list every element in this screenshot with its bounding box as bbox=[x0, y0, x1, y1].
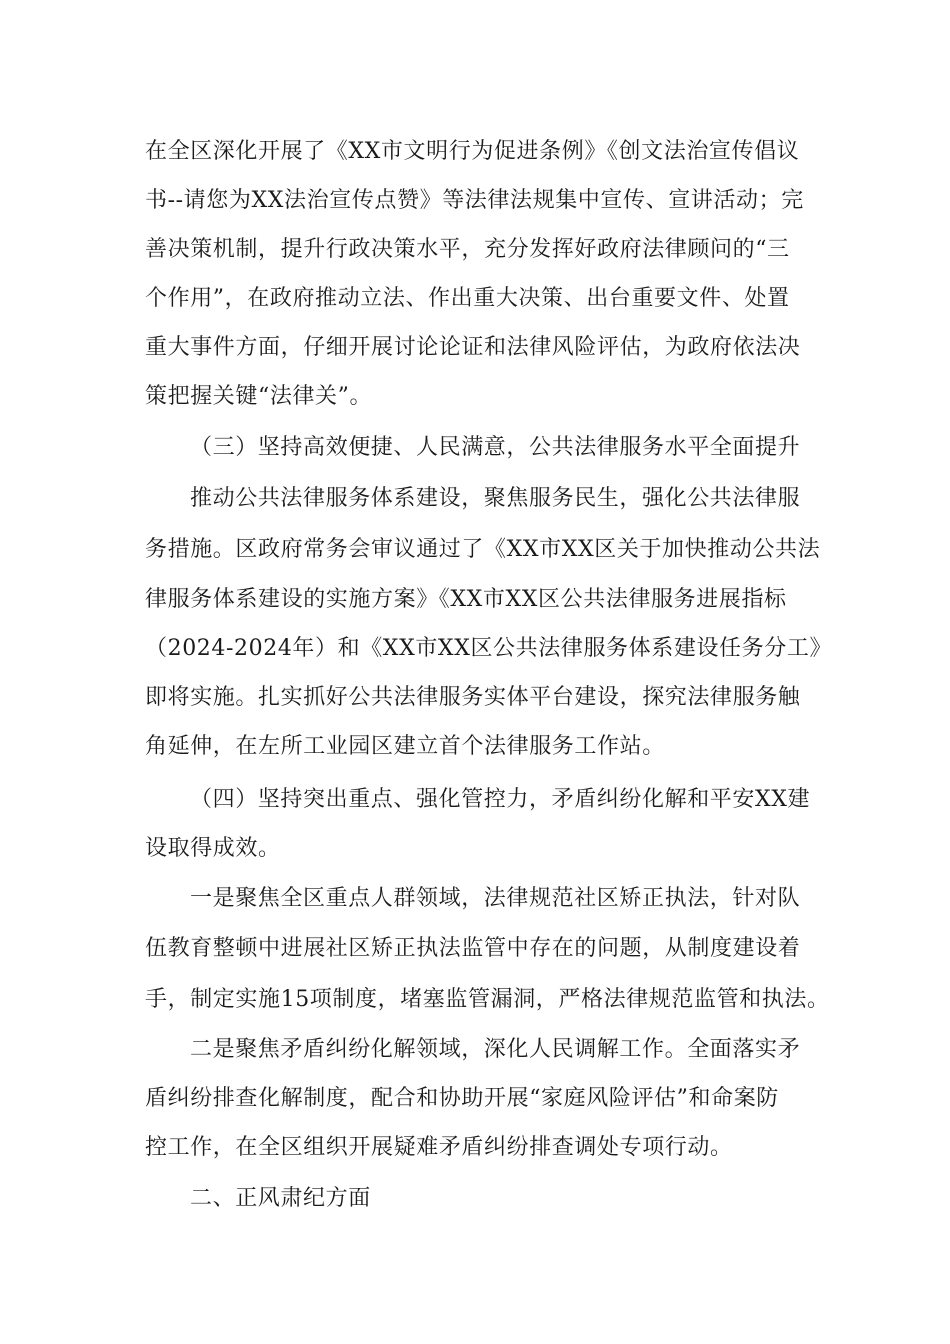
text-line: 设取得成效。 bbox=[145, 836, 281, 861]
text-line: 策把握关键“法律关”。 bbox=[145, 384, 373, 409]
text-line: （2024-2024年）和《XX市XX区公共法律服务体系建设任务分工》 bbox=[145, 636, 833, 661]
text-line: 一是聚焦全区重点人群领域，法律规范社区矫正执法，针对队 bbox=[190, 886, 801, 911]
text-line: 盾纠纷排查化解制度，配合和协助开展“家庭风险评估”和命案防 bbox=[145, 1086, 779, 1111]
text-line: 推动公共法律服务体系建设，聚焦服务民生，强化公共法律服 bbox=[190, 486, 801, 511]
text-line: 书--请您为XX法治宣传点赞》等法律法规集中宣传、宣讲活动；完 bbox=[145, 188, 804, 213]
text-line: 角延伸，在左所工业园区建立首个法律服务工作站。 bbox=[145, 734, 665, 759]
section-heading: （四）坚持突出重点、强化管控力，矛盾纠纷化解和平安XX建 bbox=[190, 787, 811, 812]
text-line: 个作用”，在政府推动立法、作出重大决策、出台重要文件、处置 bbox=[145, 286, 790, 311]
text-line: 伍教育整顿中进展社区矫正执法监管中存在的问题，从制度建设着 bbox=[145, 936, 801, 961]
text-line: 控工作，在全区组织开展疑难矛盾纠纷排查调处专项行动。 bbox=[145, 1135, 733, 1160]
text-line: 在全区深化开展了《XX市文明行为促进条例》《创文法治宣传倡议 bbox=[145, 139, 800, 164]
text-line: 二是聚焦矛盾纠纷化解领域，深化人民调解工作。全面落实矛 bbox=[190, 1037, 801, 1062]
text-line: 重大事件方面，仔细开展讨论论证和法律风险评估，为政府依法决 bbox=[145, 335, 801, 360]
text-line: 律服务体系建设的实施方案》《XX市XX区公共法律服务进展指标 bbox=[145, 587, 787, 612]
section-heading: （三）坚持高效便捷、人民满意，公共法律服务水平全面提升 bbox=[190, 435, 801, 460]
text-line: 即将实施。扎实抓好公共法律服务实体平台建设，探究法律服务触 bbox=[145, 685, 801, 710]
text-line: 务措施。区政府常务会审议通过了《XX市XX区关于加快推动公共法 bbox=[145, 537, 821, 562]
section-heading: 二、正风肃纪方面 bbox=[190, 1186, 371, 1211]
text-line: 手，制定实施15项制度，堵塞监管漏洞，严格法律规范监管和执法。 bbox=[145, 987, 830, 1012]
text-line: 善决策机制，提升行政决策水平，充分发挥好政府法律顾问的“三 bbox=[145, 237, 790, 262]
